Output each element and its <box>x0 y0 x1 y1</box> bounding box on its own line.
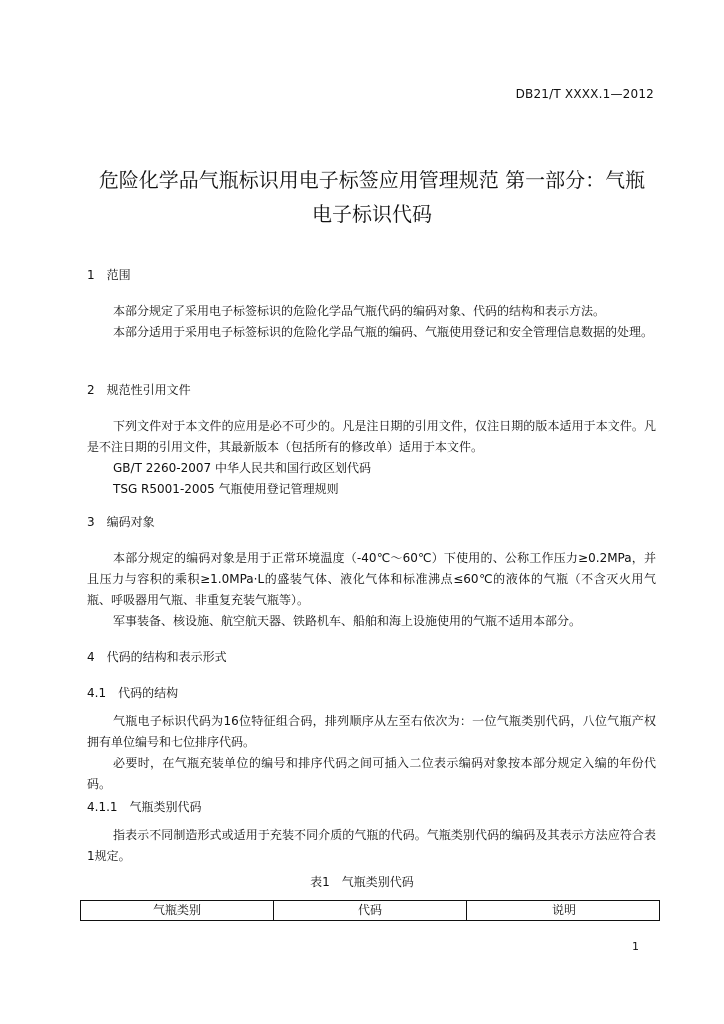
section-4-1-1-paragraph-1: 指表示不同制造形式或适用于充装不同介质的气瓶的代码。气瓶类别代码的编码及其表示方法应符合表1规定。 <box>87 828 656 863</box>
section-3-body <box>87 548 656 632</box>
section-3-heading: 3 编码对象 <box>87 515 155 529</box>
table-header-description: 说明 <box>551 903 576 917</box>
section-4-1-paragraph-1: 气瓶电子标识代码为16位特征组合码，排列顺序从左至右依次为：一位气瓶类别代码，八位气瓶产权拥有单位编号和七位排序代码。 <box>87 714 656 749</box>
section-4-1-paragraph-2: 必要时，在气瓶充装单位的编号和排序代码之间可插入二位表示编码对象按本部分规定入编的年份代码。 <box>87 756 656 791</box>
section-4-1-1-heading: 4.1.1 气瓶类别代码 <box>87 800 202 814</box>
section-4-1-body <box>87 711 656 795</box>
section-4-heading: 4 代码的结构和表示形式 <box>87 650 227 664</box>
page-number: 1 <box>632 940 639 953</box>
reference-tsg-r5001: TSG R5001-2005 气瓶使用登记管理规则 <box>113 482 339 496</box>
table-1-caption: 表1 气瓶类别代码 <box>310 875 414 889</box>
reference-gbt-2260: GB/T 2260-2007 中华人民共和国行政区划代码 <box>113 461 371 475</box>
section-1-heading: 1 范围 <box>87 268 131 282</box>
document-title: 危险化学品气瓶标识用电子标签应用管理规范 第一部分：气瓶电子标识代码 <box>98 168 646 226</box>
section-1-body <box>87 301 656 343</box>
section-3-paragraph-1: 本部分规定的编码对象是用于正常环境温度（-40℃～60℃）下使用的、公称工作压力≥0.2MPa，并且压力与容积的乘积≥1.0MPa·L的盛装气体、液化气体和标准沸点≤60℃的液体的气瓶（不含灭火用气瓶、呼吸器用气瓶、非重复充装气瓶等）。 <box>87 551 656 607</box>
section-2-body <box>87 416 656 500</box>
document-code: DB21/T XXXX.1—2012 <box>515 87 654 101</box>
gas-cylinder-category-table <box>80 900 660 921</box>
section-1-paragraph-2: 本部分适用于采用电子标签标识的危险化学品气瓶的编码、气瓶使用登记和安全管理信息数据的处理。 <box>113 325 654 339</box>
table-header-code: 代码 <box>274 901 467 920</box>
section-3-paragraph-2: 军事装备、核设施、航空航天器、铁路机车、船舶和海上设施使用的气瓶不适用本部分。 <box>113 614 582 628</box>
section-1-paragraph-1: 本部分规定了采用电子标签标识的危险化学品气瓶代码的编码对象、代码的结构和表示方法。 <box>113 304 606 318</box>
section-4-1-1-body <box>87 825 656 867</box>
section-2-heading: 2 规范性引用文件 <box>87 383 191 397</box>
section-4-1-heading: 4.1 代码的结构 <box>87 686 179 700</box>
section-2-paragraph-1: 下列文件对于本文件的应用是必不可少的。凡是注日期的引用文件，仅注日期的版本适用于本文件。凡是不注日期的引用文件，其最新版本（包括所有的修改单）适用于本文件。 <box>87 419 656 454</box>
table-header-category: 气瓶类别 <box>81 901 274 920</box>
